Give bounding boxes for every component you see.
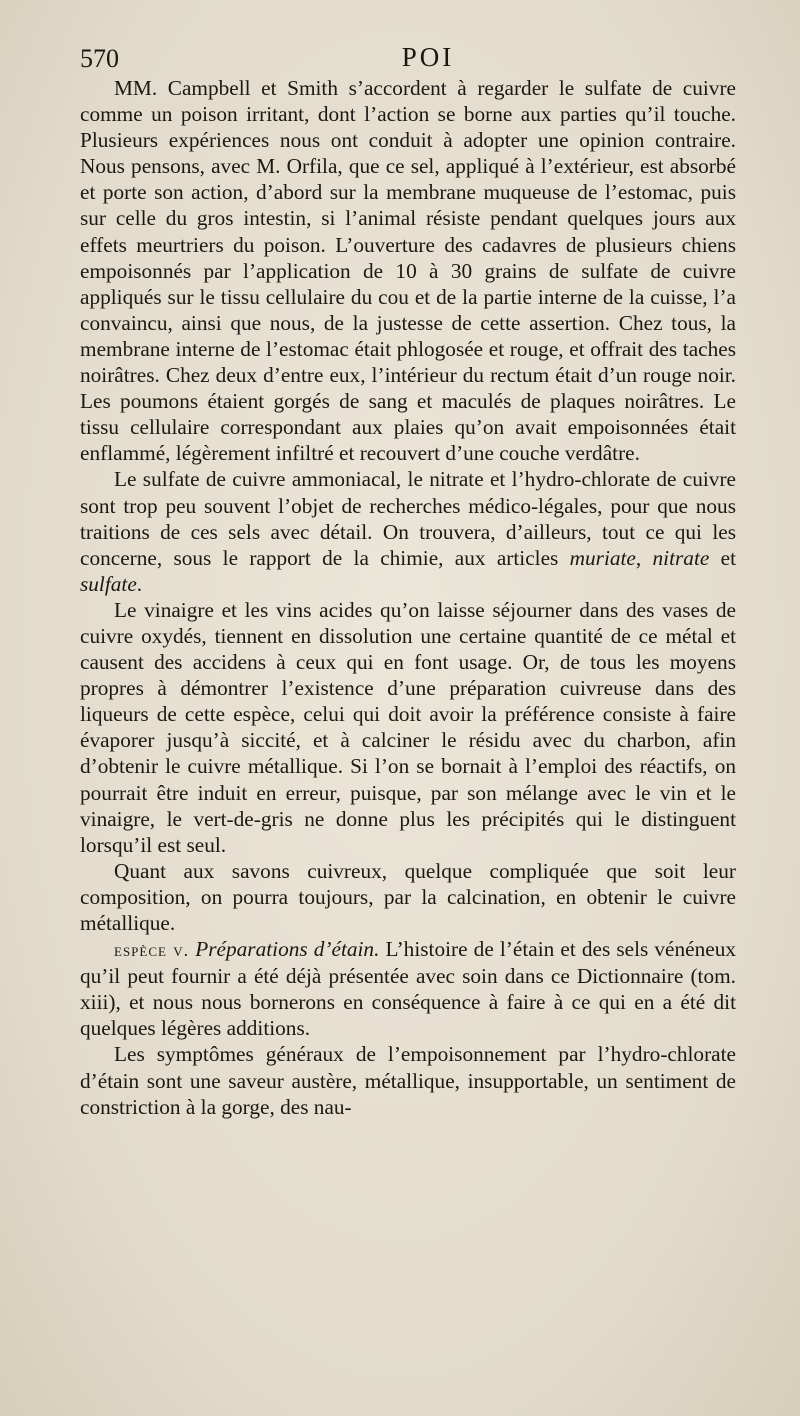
paragraph-savons-cuivreux: Quant aux savons cuivreux, quelque compliquée que soit leur composition, on pourra toujours, par la calcination, en obtenir le cuivre métallique.: [80, 858, 736, 935]
separator: ,: [635, 545, 653, 570]
paragraph-text: Le sulfate de cuivre ammoniacal, le nitrate et l’hydro-chlorate de cuivre sont trop peu souvent l’objet de recherches médico-légales, pour que nous traitions de ces sels avec détail. On trouvera, d’ailleurs, tout ce qui les concerne, sous le rapport de la chimie, aux articles: [80, 467, 736, 570]
paragraph-text: L’histoire de l’étain et des sels vénéneux qu’il peut fournir a été déjà présentée avec soin dans ce Dictionnaire (tom. xiii), et nous nous bornerons en conséquence à faire à ce qui en a été dit quelques légères additions.: [80, 937, 737, 1041]
paragraph-vinaigre: Le vinaigre et les vins acides qu’on laisse séjourner dans des vases de cuivre oxydés, tiennent en dissolution une certaine quantité de ce métal et causent des accidens à ceux qui en font usage. Or, de tous les moyens propres à démontrer l’existence d’une préparation cuivreuse dans des liqueurs de cette espèce, celui qui doit avoir la préférence consiste à faire évaporer jusqu’à siccité, et à calciner le résidu avec du charbon, afin d’obtenir le cuivre métallique. Si l’on se bornait à l’emploi des réactifs, on pourrait être induit en erreur, puisque, par son mélange avec le vin et le vinaigre, le vert-de-gris ne donne plus les précipités qui le distinguent lorsqu’il est seul.: [80, 597, 736, 857]
paragraph-symptomes: Les symptômes généraux de l’empoisonnement par l’hydro-chlorate d’étain sont une saveur austère, métallique, insupportable, un sentiment de constriction à la gorge, des nau-: [80, 1042, 736, 1119]
running-head: POI: [401, 42, 455, 72]
paragraph-espece-v: [80, 936, 736, 1041]
term-muriate: muriate: [569, 545, 636, 570]
section-heading: Préparations d’étain.: [195, 937, 380, 962]
paragraph-cuivre-ammoniacal: [80, 466, 736, 596]
term-nitrate: nitrate: [652, 545, 710, 570]
section-label: espèce v.: [114, 940, 190, 961]
paragraph-campbell-smith: MM. Campbell et Smith s’accordent à regarder le sulfate de cuivre comme un poison irritant, dont l’action se borne aux parties qu’il touche. Plusieurs expériences nous ont conduit à adopter une opinion contraire. Nous pensons, avec M. Orfila, que ce sel, appliqué à l’extérieur, est absorbé et porte son action, d’abord sur la membrane muqueuse de l’estomac, puis sur celle du gros intestin, si l’animal résiste pendant quelques jours aux effets meurtriers du poison. L’ouverture des cadavres de plusieurs chiens empoisonnés par l’application de 10 à 30 grains de sulfate de cuivre appliqués sur le tissu cellulaire du cou et de la partie interne de la cuisse, l’a convaincu, ainsi que nous, de la justesse de cette assertion. Chez tous, la membrane interne de l’estomac était phlogosée et rouge, et offrait des taches noirâtres. Chez deux d’entre eux, l’intérieur du rectum était d’un rouge noir. Les poumons étaient gorgés de sang et maculés de plaques noirâtres. Le tissu cellulaire correspondant aux plaies qu’on avait empoisonnées était enflammé, légèrement infiltré et recouvert d’une couche verdâtre.: [80, 76, 736, 466]
page-header: [78, 40, 738, 74]
paragraph-end: .: [136, 571, 143, 596]
page-body: [80, 75, 736, 1120]
page-number: 570: [80, 44, 119, 73]
term-sulfate: sulfate: [80, 571, 137, 596]
separator: et: [709, 545, 736, 570]
